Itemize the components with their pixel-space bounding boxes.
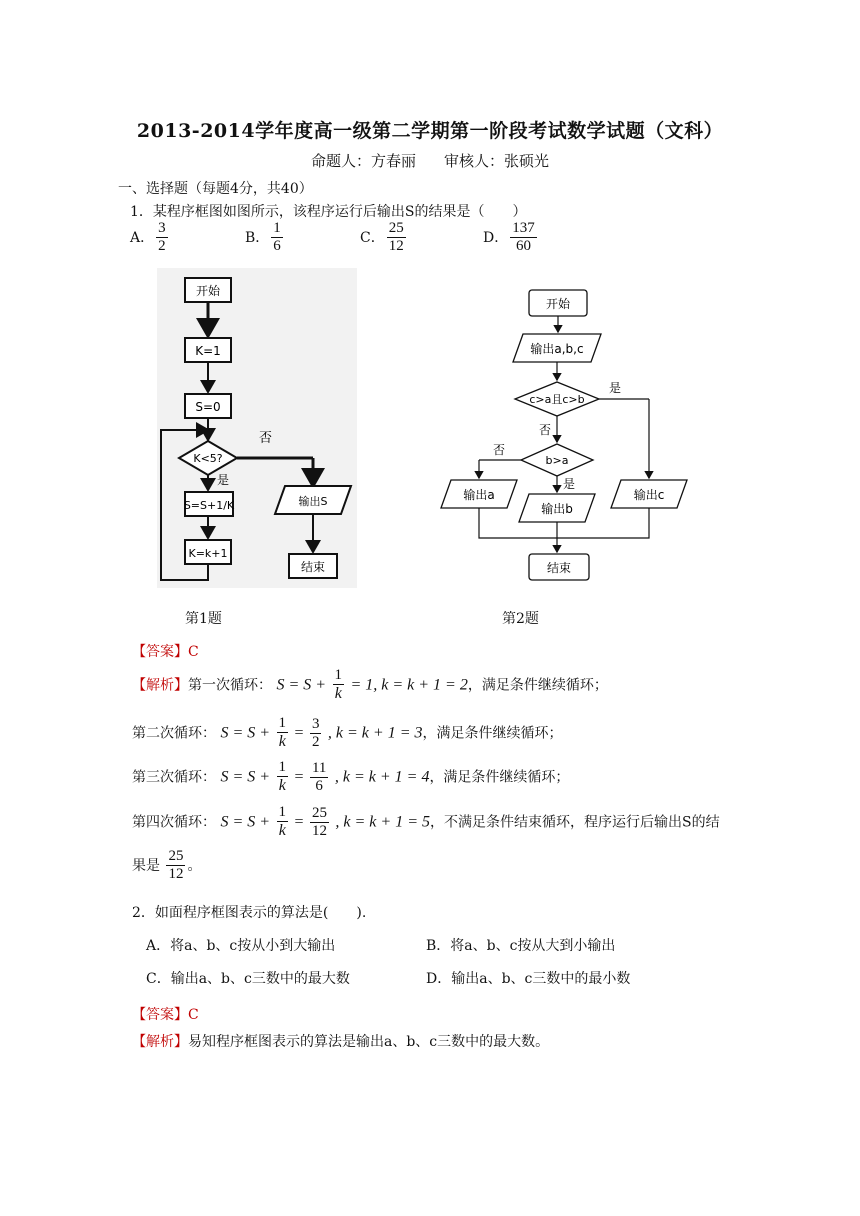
fig2-condition2-label: b>a xyxy=(545,454,569,467)
question-1-option-c: C． $\frac{25}{12}$ xyxy=(360,220,404,255)
fig2-start-label: 开始 xyxy=(545,297,571,311)
fig1-update-k-label: K=k+1 xyxy=(188,547,228,560)
question-1-option-b: B． $\frac{1}{6}$ xyxy=(245,220,281,255)
page-title: 2013-2014学年度高一级第二学期第一阶段考试数学试题（文科） xyxy=(136,120,724,142)
question-1-stem: 1．某程序框图如图所示，该程序运行后输出S的结果是（ ） xyxy=(130,204,527,220)
fig1-start-label: 开始 xyxy=(195,284,221,298)
answer-value: C xyxy=(188,1007,199,1023)
fig1-output-label: 输出S xyxy=(298,495,328,508)
question-1-option-d: D． $\frac{137}{60}$ xyxy=(483,220,535,255)
fig2-no2-label: 否 xyxy=(493,443,506,457)
fig2-input-label: 输出a,b,c xyxy=(530,342,584,356)
section-heading: 一、选择题（每题4分，共40） xyxy=(118,181,313,197)
analysis-loop-2: 第二次循环： S = S + $\frac{1}{k}$ = $\frac{3}{2}$ , k = k + 1 = 3，满足条件继续循环； xyxy=(132,715,563,751)
question-1-answer xyxy=(132,641,199,661)
fig2-output-a-label: 输出a xyxy=(463,488,495,502)
fig2-end-label: 结束 xyxy=(546,561,572,575)
fig2-yes1-label: 是 xyxy=(609,381,622,395)
question-2-stem: 2．如面程序框图表示的算法是( ). xyxy=(132,905,367,921)
fig2-output-c-label: 输出c xyxy=(633,488,665,502)
fig1-yes-label: 是 xyxy=(217,473,230,487)
fig1-init-k-label: K=1 xyxy=(195,344,221,358)
fig1-condition-label: K<5? xyxy=(193,452,223,465)
fig1-end-label: 结束 xyxy=(300,560,326,574)
question-2-option-a: A．将a、b、c按从小到大输出 xyxy=(146,938,336,954)
author-setter: 命题人：方春丽 xyxy=(310,152,416,170)
analysis-loop-4: 第四次循环： S = S + $\frac{1}{k}$ = $\frac{25}{12}$ , k = k + 1 = 5，不满足条件结束循环，程序运行后输出S的结 xyxy=(132,804,720,840)
authors-line xyxy=(0,150,860,171)
question-1-option-a: A． $\frac{3}{2}$ xyxy=(130,220,166,255)
question-2-option-c: C．输出a、b、c三数中的最大数 xyxy=(146,971,350,987)
fig2-yes2-label: 是 xyxy=(563,477,576,491)
figure-2-caption: 第2题 xyxy=(502,611,539,627)
fig1-no-label: 否 xyxy=(259,431,273,446)
fig2-output-b-label: 输出b xyxy=(541,502,573,516)
fig2-no1-label: 否 xyxy=(539,423,552,437)
figure-1-caption: 第1题 xyxy=(185,611,222,627)
question-2-option-d: D．输出a、b、c三数中的最小数 xyxy=(426,971,631,987)
analysis-result: 果是 $\frac{25}{12}$ 。 xyxy=(132,848,202,883)
analysis-loop-1: 【解析】第一次循环： S = S + $\frac{1}{k}$ = 1, k = k + 1 = 2，满足条件继续循环； xyxy=(132,667,608,703)
answer-tag: 【答案】 xyxy=(132,1007,188,1023)
answer-value: C xyxy=(188,644,199,660)
question-2-answer xyxy=(132,1004,199,1024)
author-reviewer: 审核人：张硕光 xyxy=(444,152,550,170)
fig1-update-s-label: S=S+1/K xyxy=(183,499,235,512)
answer-tag: 【答案】 xyxy=(132,644,188,660)
fig2-condition1-label: c>a且c>b xyxy=(529,393,585,406)
flowchart-figure-2 xyxy=(433,282,693,584)
analysis-loop-3: 第三次循环： S = S + $\frac{1}{k}$ = $\frac{11}{6}$ , k = k + 1 = 4，满足条件继续循环； xyxy=(132,759,570,795)
question-2-analysis: 【解析】易知程序框图表示的算法是输出a、b、c三数中的最大数。 xyxy=(132,1034,550,1050)
question-2-option-b: B．将a、b、c按从大到小输出 xyxy=(426,938,616,954)
fig1-init-s-label: S=0 xyxy=(195,400,221,414)
flowchart-figure-1 xyxy=(157,268,357,588)
